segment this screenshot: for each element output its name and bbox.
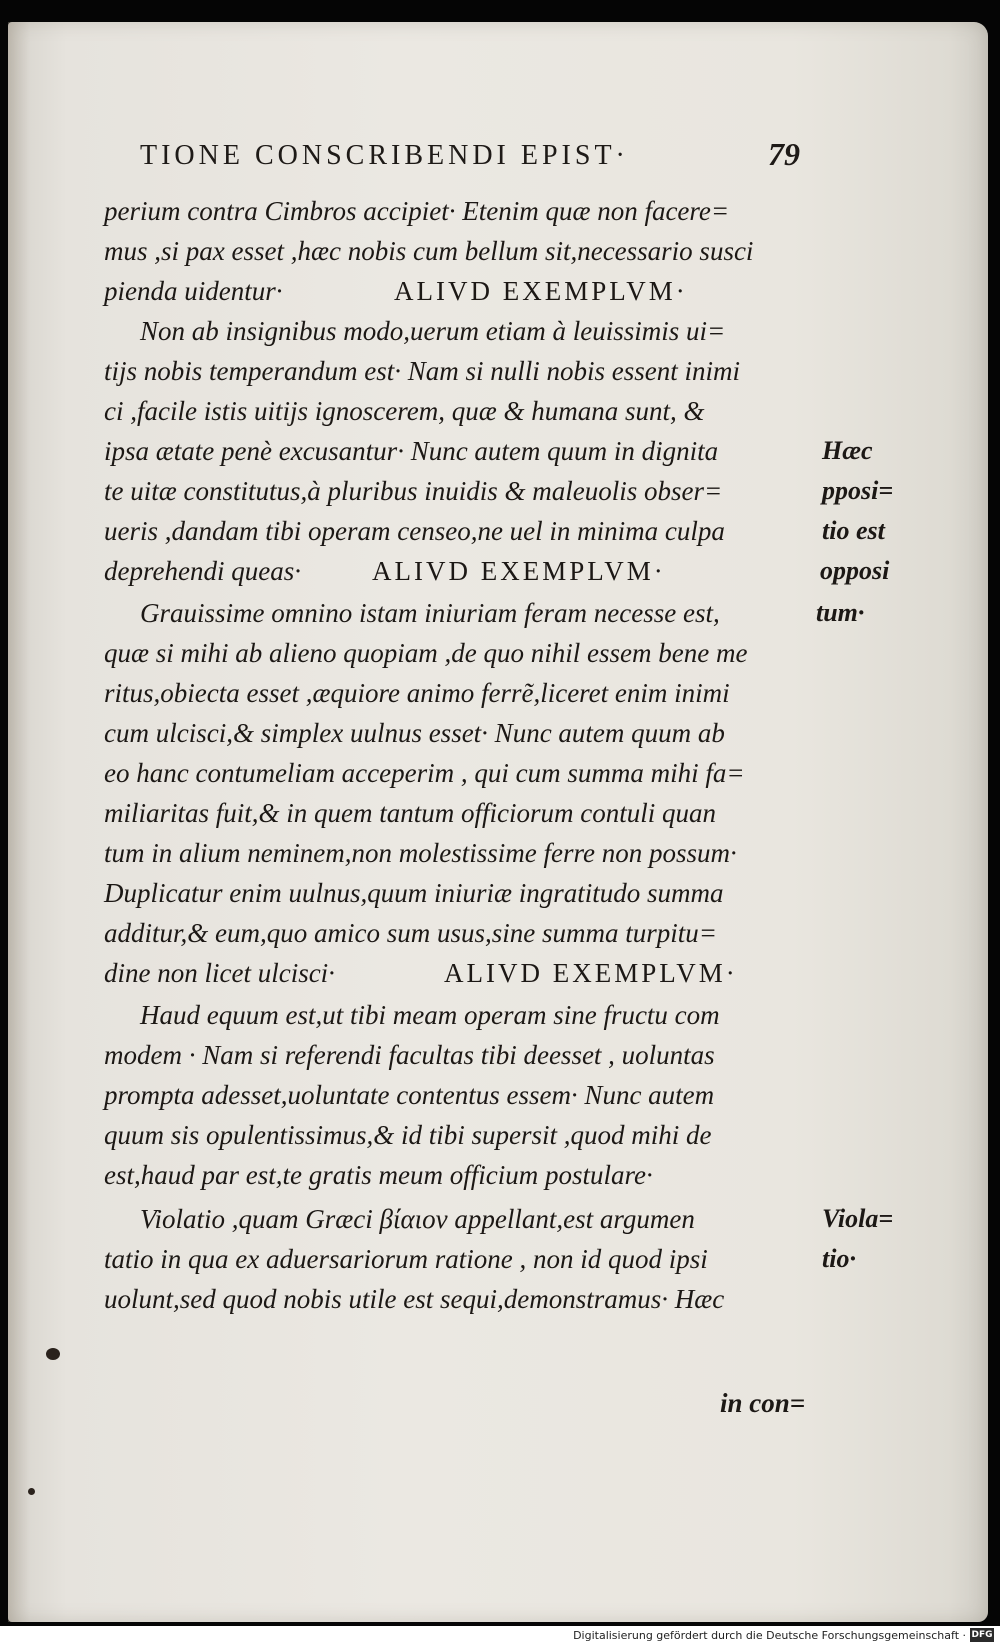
text-line-3: pienda uidentur· bbox=[104, 276, 283, 306]
text-line-19: additur,& eum,quo amico sum usus,sine summa turpitu= bbox=[104, 918, 717, 948]
ink-spot bbox=[46, 1348, 60, 1360]
dfg-logo: DFG bbox=[971, 1630, 993, 1640]
ink-spot bbox=[28, 1488, 35, 1495]
text-line-6: ci ,facile istis uitijs ignoscerem, quæ & humana sunt, & bbox=[104, 396, 705, 426]
text-line-20: dine non licet ulcisci· bbox=[104, 958, 335, 988]
section-heading-3: ALIVD EXEMPLVM· bbox=[444, 958, 738, 988]
text-line-12: quæ si mihi ab alieno quopiam ,de quo nihil essem bene me bbox=[104, 638, 748, 668]
section-heading-2: ALIVD EXEMPLVM· bbox=[372, 556, 666, 586]
marginal-note-1-line-5: tum· bbox=[816, 598, 865, 627]
text-line-7: ipsa ætate penè excusantur· Nunc autem quum in dignita bbox=[104, 436, 719, 466]
text-line-22: modem · Nam si referendi facultas tibi deesset , uoluntas bbox=[104, 1040, 715, 1070]
text-line-21: Haud equum est,ut tibi meam operam sine fructu com bbox=[140, 1000, 720, 1030]
text-line-8: te uitæ constitutus,à pluribus inuidis & maleuolis obser= bbox=[104, 476, 723, 506]
text-line-2: mus ,si pax esset ,hæc nobis cum bellum sit,necessario susci bbox=[104, 236, 754, 266]
text-line-16: miliaritas fuit,& in quem tantum officiorum contuli quan bbox=[104, 798, 716, 828]
text-line-18: Duplicatur enim uulnus,quum iniuriæ ingratitudo summa bbox=[104, 878, 724, 908]
page-gutter-shadow bbox=[8, 22, 30, 1622]
marginal-note-2-line-2: tio· bbox=[822, 1244, 856, 1273]
text-line-14: cum ulcisci,& simplex uulnus esset· Nunc autem quum ab bbox=[104, 718, 725, 748]
marginal-note-1-line-4: opposi bbox=[820, 556, 890, 585]
marginal-note-1-line-1: Hæc bbox=[822, 436, 873, 465]
text-line-15: eo hanc contumeliam acceperim , qui cum summa mihi fa= bbox=[104, 758, 745, 788]
text-line-28: uolunt,sed quod nobis utile est sequi,demonstramus· Hæc bbox=[104, 1284, 725, 1314]
text-line-4: Non ab insignibus modo,uerum etiam à leuissimis ui= bbox=[140, 316, 726, 346]
text-line-10: deprehendi queas· bbox=[104, 556, 301, 586]
text-line-24: quum sis opulentissimus,& id tibi supersit ,quod mihi de bbox=[104, 1120, 712, 1150]
text-line-27: tatio in qua ex aduersariorum ratione , non id quod ipsi bbox=[104, 1244, 708, 1274]
text-line-23: prompta adesset,uoluntate contentus essem· Nunc autem bbox=[104, 1080, 715, 1110]
text-line-25: est,haud par est,te gratis meum officium postulare· bbox=[104, 1160, 653, 1190]
text-line-9: ueris ,dandam tibi operam censeo,ne uel in minima culpa bbox=[104, 516, 725, 546]
marginal-note-1-line-3: tio est bbox=[822, 516, 885, 545]
text-line-13: ritus,obiecta esset ,æquiore animo ferrẽ,liceret enim inimi bbox=[104, 678, 730, 708]
text-line-1: perium contra Cimbros accipiet· Etenim quæ non facere= bbox=[104, 196, 730, 226]
catchword: in con= bbox=[720, 1388, 806, 1418]
text-line-17: tum in alium neminem,non molestissime ferre non possum· bbox=[104, 838, 737, 868]
running-head: TIONE CONSCRIBENDI EPIST· bbox=[140, 140, 629, 171]
text-line-5: tijs nobis temperandum est· Nam si nulli nobis essent inimi bbox=[104, 356, 741, 386]
marginal-note-1-line-2: pposi= bbox=[822, 476, 894, 505]
marginal-note-2-line-1: Viola= bbox=[822, 1204, 894, 1233]
page-number: 79 bbox=[768, 136, 800, 172]
text-line-11: Grauissime omnino istam iniuriam feram necesse est, bbox=[140, 598, 720, 628]
text-line-26: Violatio ,quam Græci βίαιον appellant,est argumen bbox=[140, 1204, 695, 1234]
digitization-credit: Digitalisierung gefördert durch die Deutsche Forschungsgemeinschaft · bbox=[573, 1629, 966, 1642]
section-heading-1: ALIVD EXEMPLVM· bbox=[394, 276, 688, 306]
